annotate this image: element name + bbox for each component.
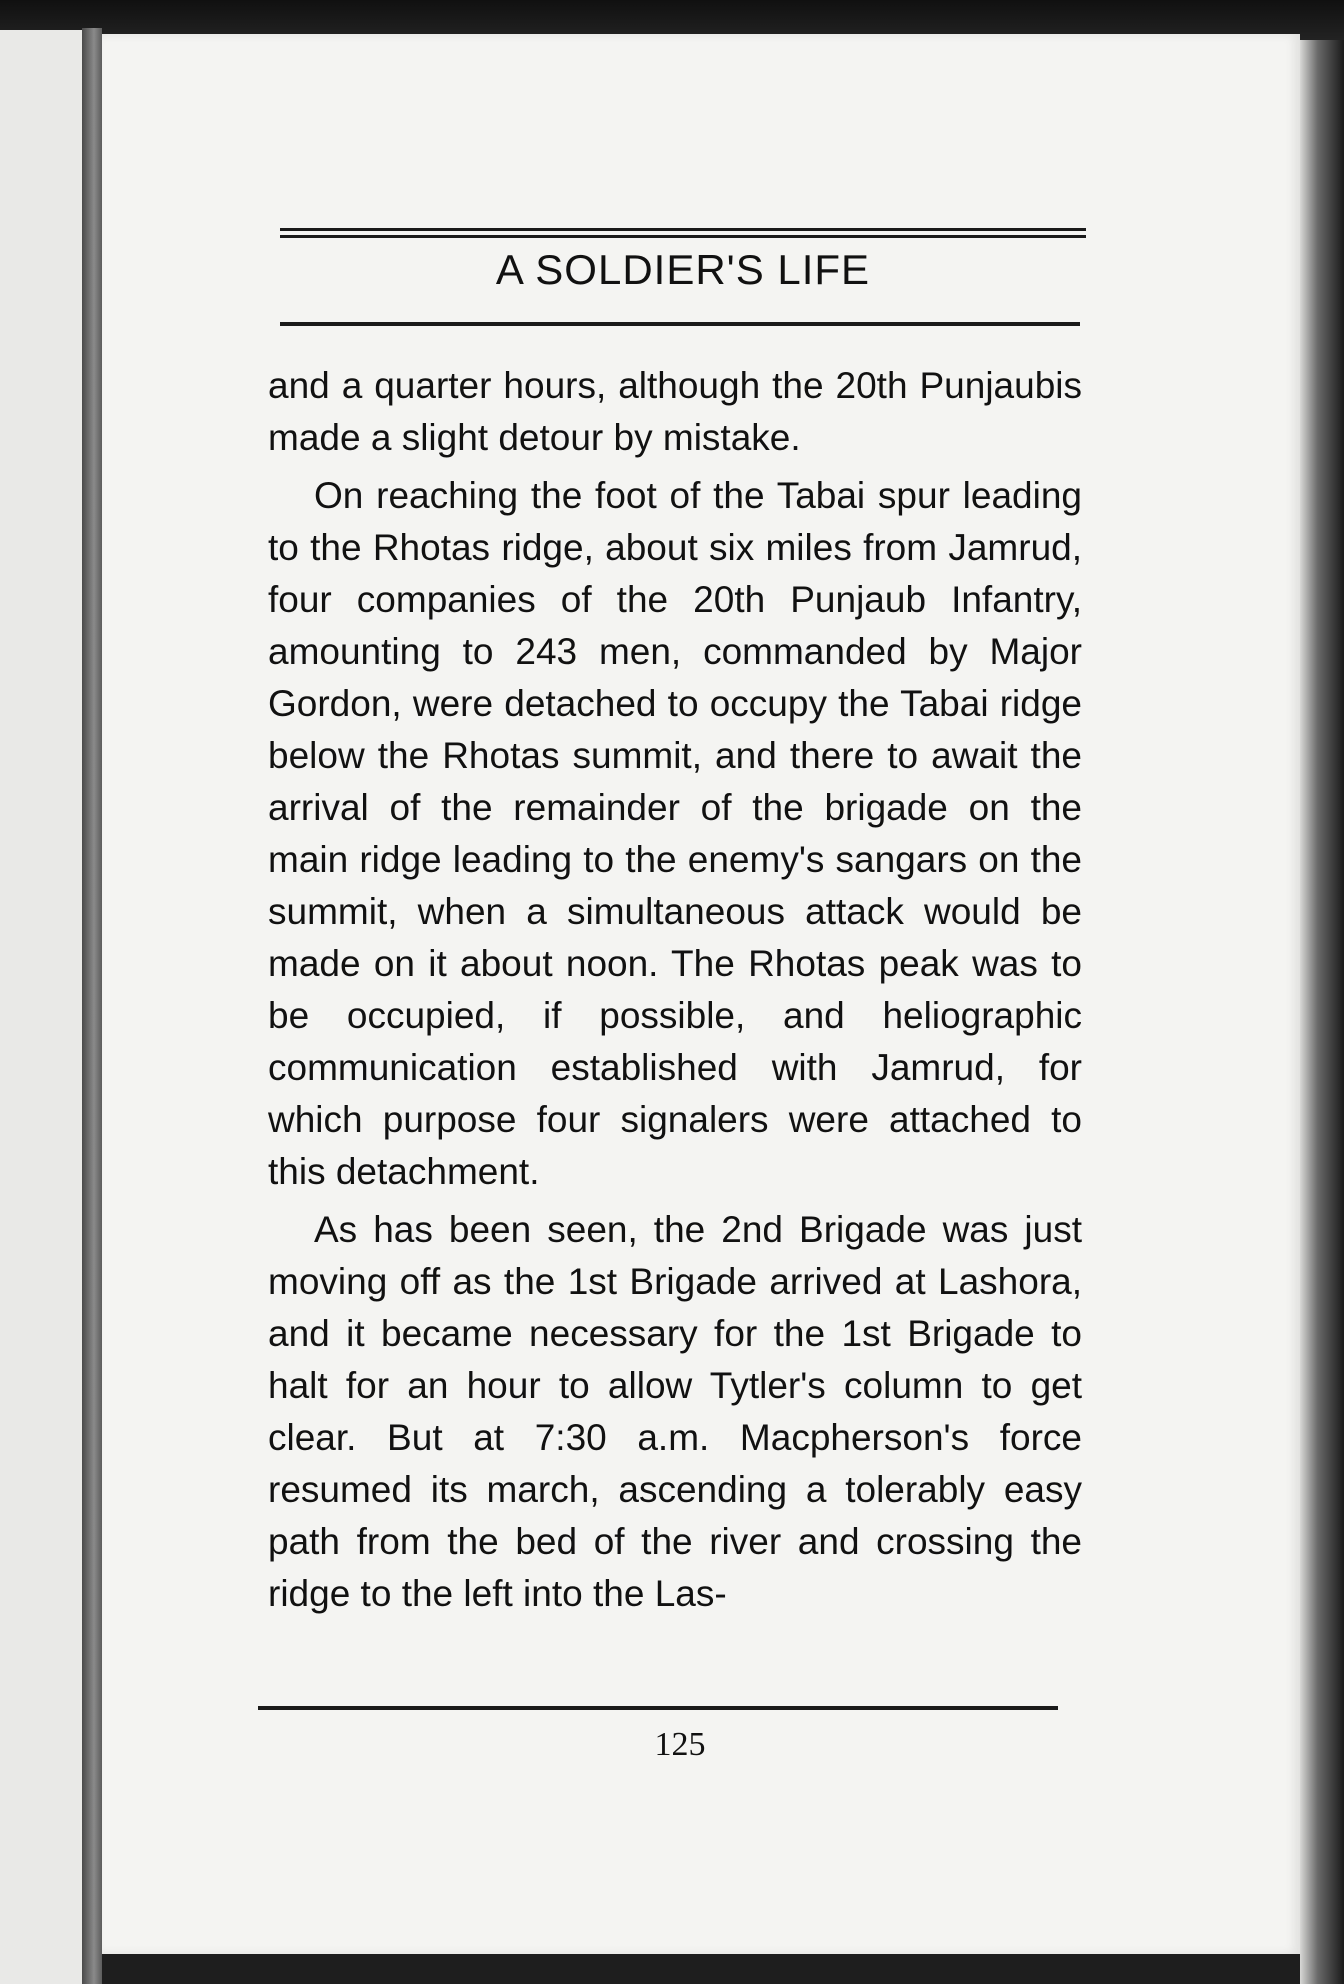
facing-page-edge bbox=[0, 30, 82, 1984]
paragraph: and a quarter hours, although the 20th Punjaubis made a slight detour by mistake. bbox=[268, 365, 1082, 458]
page-right-edge bbox=[1300, 40, 1344, 1984]
body-text bbox=[268, 360, 1082, 1626]
paragraph: On reaching the foot of the Tabai spur leading to the Rhotas ridge, about six miles from Jamrud, four companies of the 20th Punjaub Infantry, amounting to 243 men, commanded by Major Gordon, were detached to occupy the Tabai ridge below the Rhotas summit, and there to await the arrival of the remainder of the brigade on the main ridge leading to the enemy's sangars on the summit, when a simultaneous attack would be made on it about noon. The Rhotas peak was to be occupied, if possible, and heliographic communication established with Jamrud, for which purpose four signalers were attached to this detachment. bbox=[268, 475, 1082, 1192]
footer-rule bbox=[258, 1706, 1058, 1710]
page-number: 125 bbox=[654, 1726, 706, 1763]
header-double-rule bbox=[280, 228, 1086, 238]
header-rule bbox=[280, 322, 1080, 326]
paragraph: As has been seen, the 2nd Brigade was just moving off as the 1st Brigade arrived at Lashora, and it became necessary for the 1st Brigade to halt for an hour to allow Tytler's column to get clear. But at 7:30 a.m. Macpherson's force resumed its march, ascending a tolerably easy path from the bed of the river and crossing the ridge to the left into the Las- bbox=[268, 1209, 1082, 1614]
book-spine bbox=[82, 28, 102, 1984]
running-head: A SOLDIER'S LIFE bbox=[495, 246, 871, 293]
